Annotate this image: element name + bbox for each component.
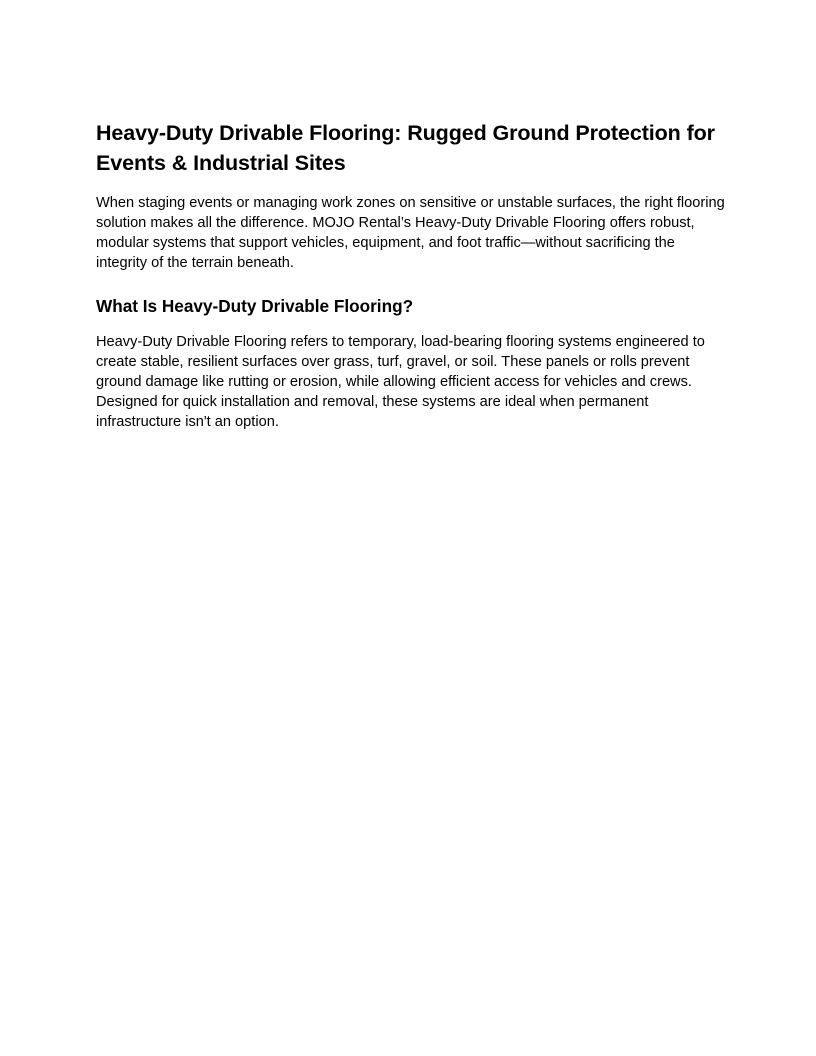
document-title: Heavy-Duty Drivable Flooring: Rugged Ground Protection for Events & Industrial Sites xyxy=(96,121,715,175)
document-page xyxy=(96,118,726,432)
section-heading: What Is Heavy-Duty Drivable Flooring? xyxy=(96,296,414,316)
section-paragraph: Heavy-Duty Drivable Flooring refers to temporary, load-bearing flooring systems engineered to create stable, resilient surfaces over grass, turf, gravel, or soil. These panels or rolls prevent ground damage like rutting or erosion, while allowing efficient access for vehicles and crews. Designed for quick installation and removal, these systems are ideal when permanent infrastructure isn't an option. xyxy=(96,334,705,430)
intro-paragraph: When staging events or managing work zones on sensitive or unstable surfaces, the right flooring solution makes all the difference. MOJO Rental’s Heavy-Duty Drivable Flooring offers robust, modular systems that support vehicles, equipment, and foot traffic—without sacrificing the integrity of the terrain beneath. xyxy=(96,195,725,271)
